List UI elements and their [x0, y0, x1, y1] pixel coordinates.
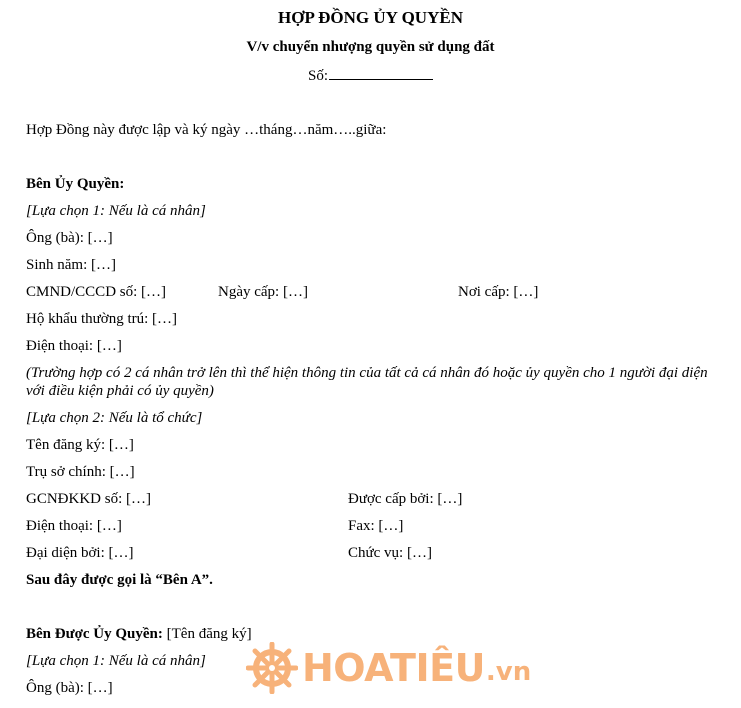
- party-b-name: Ông (bà): […]: [26, 680, 113, 696]
- party-a-phone: Điện thoại: […]: [26, 338, 122, 354]
- party-a-issue-place: Nơi cấp: […]: [458, 284, 539, 300]
- party-a-heading: Bên Ủy Quyền:: [26, 176, 125, 192]
- document-number-blank: [329, 65, 433, 80]
- party-a-business-reg: GCNĐKKD số: […]: [26, 491, 151, 507]
- party-a-id-number: CMND/CCCD số: […]: [26, 284, 167, 300]
- party-a-option2-label: [Lựa chọn 2: Nếu là tổ chức]: [26, 410, 203, 426]
- party-a-org-name: Tên đăng ký: […]: [26, 437, 134, 453]
- hoatieu-watermark: [246, 640, 531, 696]
- document-title: HỢP ĐỒNG ỦY QUYỀN: [278, 8, 463, 27]
- ship-wheel-icon: [246, 642, 298, 694]
- party-b-heading: Bên Được Ủy Quyền:: [26, 626, 163, 642]
- intro-text: Hợp Đồng này được lập và ký ngày …tháng…năm…..giữa:: [26, 122, 387, 138]
- party-a-fax: Fax: […]: [348, 518, 404, 534]
- party-a-note: (Trường hợp có 2 cá nhân trở lên thì thể hiện thông tin của tất cả cá nhân đó hoặc ủy quyền cho 1 người đại diện với điều kiện phải có ủy quyền): [26, 365, 708, 399]
- party-b-heading-line: [26, 625, 252, 643]
- party-a-issued-by: Được cấp bởi: […]: [348, 491, 463, 507]
- party-a-headquarters: Trụ sở chính: […]: [26, 464, 135, 480]
- party-a-residence: Hộ khẩu thường trú: […]: [26, 311, 178, 327]
- party-a-birth-year: Sinh năm: […]: [26, 257, 116, 273]
- party-a-org-phone: Điện thoại: […]: [26, 518, 122, 534]
- party-b-option1-label: [Lựa chọn 1: Nếu là cá nhân]: [26, 653, 206, 669]
- document-number: [0, 65, 741, 85]
- party-a-position: Chức vụ: […]: [348, 545, 432, 561]
- party-b-heading-value: [Tên đăng ký]: [162, 626, 252, 642]
- watermark-brand: HOATIÊU: [302, 646, 485, 690]
- party-a-alias: Sau đây được gọi là “Bên A”.: [26, 572, 213, 588]
- document-subtitle: V/v chuyển nhượng quyền sử dụng đất: [246, 39, 495, 55]
- party-a-representative: Đại diện bởi: […]: [26, 545, 134, 561]
- watermark-domain: .vn: [485, 657, 532, 687]
- party-a-issue-date: Ngày cấp: […]: [218, 284, 308, 300]
- document-number-label: Số:: [307, 68, 328, 84]
- party-a-name: Ông (bà): […]: [26, 230, 113, 246]
- party-a-option1-label: [Lựa chọn 1: Nếu là cá nhân]: [26, 203, 206, 219]
